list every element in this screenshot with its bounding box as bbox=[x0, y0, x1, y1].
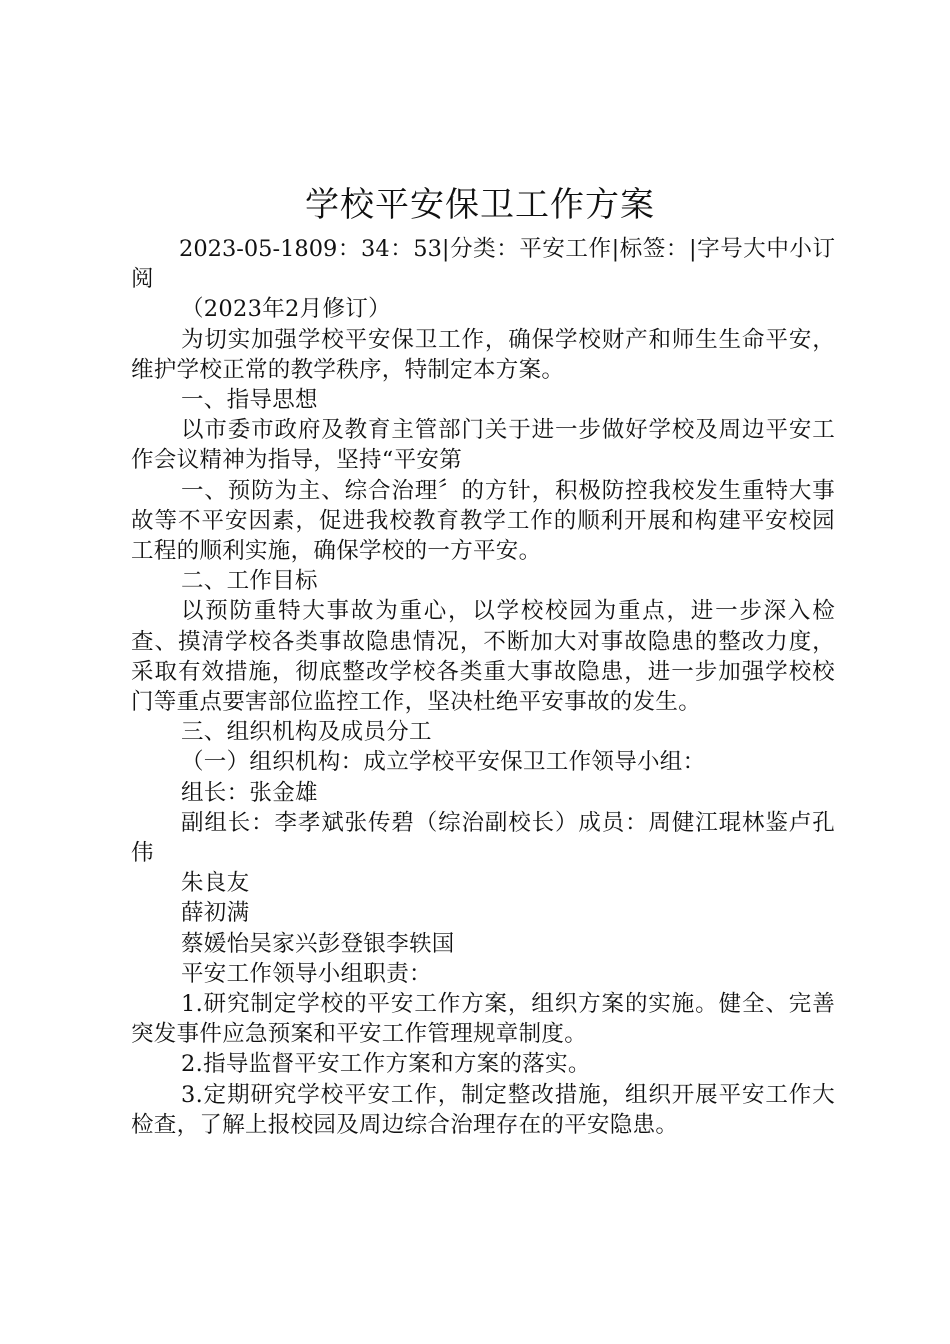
revision-note: （2023年2月修订） bbox=[181, 296, 391, 323]
paragraph: 以市委市政府及教育主管部门关于进一步做好学校及周边平安工作会议精神为指导，坚持“平安第 bbox=[131, 417, 835, 474]
paragraph: 以预防重特大事故为重心，以学校校园为重点，进一步深入检查、摸清学校各类事故隐患情况，不断加大对事故隐患的整改力度，采取有效措施，彻底整改学校各类重大事故隐患，进一步加强学校校门等重点要害部位监控工作，坚决杜绝平安事故的发生。 bbox=[131, 598, 835, 716]
paragraph: 朱良友 bbox=[181, 870, 250, 897]
meta-line: 2023-05-1809：34：53|分类：平安工作|标签：|字号大中小订阅 bbox=[131, 236, 835, 293]
paragraph: 组长：张金雄 bbox=[181, 779, 318, 806]
paragraph: （一）组织机构：成立学校平安保卫工作领导小组： bbox=[181, 749, 706, 776]
paragraph: 为切实加强学校平安保卫工作，确保学校财产和师生生命平安，维护学校正常的教学秩序，特制定本方案。 bbox=[131, 326, 835, 383]
list-item: 1.研究制定学校的平安工作方案，组织方案的实施。健全、完善突发事件应急预案和平安工作管理规章制度。 bbox=[131, 991, 835, 1048]
section-heading: 一、指导思想 bbox=[181, 387, 318, 414]
document-title: 学校平安保卫工作方案 bbox=[305, 185, 655, 225]
paragraph: 蔡媛怡吴家兴彭登银李轶国 bbox=[181, 930, 455, 957]
section-heading: 二、工作目标 bbox=[181, 568, 318, 595]
list-item: 3.定期研究学校平安工作，制定整改措施，组织开展平安工作大检查，了解上报校园及周边综合治理存在的平安隐患。 bbox=[131, 1081, 835, 1138]
paragraph: 副组长：李孝斌张传碧（综治副校长）成员：周健江琨林鉴卢孔伟 bbox=[131, 809, 835, 867]
paragraph: 平安工作领导小组职责： bbox=[181, 960, 432, 987]
paragraph: 一、预防为主、综合治理〞的方针，积极防控我校发生重特大事故等不平安因素，促进我校教育教学工作的顺利开展和构建平安校园工程的顺利实施，确保学校的一方平安。 bbox=[131, 477, 835, 565]
paragraph: 薛初满 bbox=[181, 900, 250, 927]
document-body bbox=[131, 234, 835, 1140]
section-heading: 三、组织机构及成员分工 bbox=[181, 719, 432, 746]
list-item: 2.指导监督平安工作方案和方案的落实。 bbox=[181, 1051, 591, 1078]
